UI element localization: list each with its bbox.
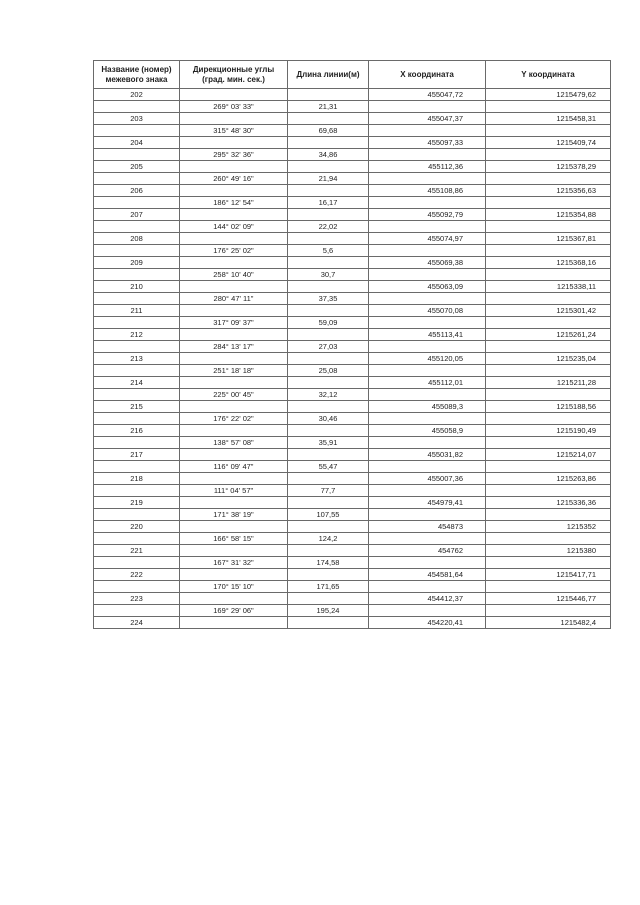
- line-length: 34,86: [288, 149, 369, 161]
- x-coordinate: 455089,3: [369, 401, 486, 413]
- empty-cell: [180, 617, 288, 629]
- point-name: 219: [94, 497, 180, 509]
- empty-cell: [486, 485, 611, 497]
- table-row: [94, 509, 611, 521]
- line-length: 171,65: [288, 581, 369, 593]
- y-coordinate: 1215354,88: [486, 209, 611, 221]
- empty-cell: [94, 341, 180, 353]
- y-coordinate: 1215352: [486, 521, 611, 533]
- x-coordinate: 454220,41: [369, 617, 486, 629]
- line-length: 37,35: [288, 293, 369, 305]
- table-header-row: [94, 61, 611, 89]
- header-angle: Дирекционные углы (град. мин. сек.): [180, 61, 288, 89]
- point-name: 217: [94, 449, 180, 461]
- line-length: 21,94: [288, 173, 369, 185]
- empty-cell: [180, 209, 288, 221]
- empty-cell: [180, 425, 288, 437]
- table-row: [94, 521, 611, 533]
- direction-angle: 167° 31' 32": [180, 557, 288, 569]
- x-coordinate: 454979,41: [369, 497, 486, 509]
- empty-cell: [369, 365, 486, 377]
- empty-cell: [288, 449, 369, 461]
- x-coordinate: 455113,41: [369, 329, 486, 341]
- direction-angle: 315° 48' 30": [180, 125, 288, 137]
- x-coordinate: 455031,82: [369, 449, 486, 461]
- empty-cell: [369, 197, 486, 209]
- empty-cell: [94, 269, 180, 281]
- empty-cell: [369, 125, 486, 137]
- empty-cell: [180, 545, 288, 557]
- empty-cell: [369, 269, 486, 281]
- table-row: [94, 605, 611, 617]
- y-coordinate: 1215482,4: [486, 617, 611, 629]
- x-coordinate: 454762: [369, 545, 486, 557]
- line-length: 16,17: [288, 197, 369, 209]
- empty-cell: [486, 413, 611, 425]
- table-row: [94, 425, 611, 437]
- y-coordinate: 1215378,29: [486, 161, 611, 173]
- empty-cell: [288, 545, 369, 557]
- empty-cell: [486, 245, 611, 257]
- empty-cell: [288, 353, 369, 365]
- direction-angle: 111° 04' 57": [180, 485, 288, 497]
- line-length: 195,24: [288, 605, 369, 617]
- empty-cell: [486, 581, 611, 593]
- empty-cell: [369, 317, 486, 329]
- empty-cell: [180, 89, 288, 101]
- header-length: Длина линии(м): [288, 61, 369, 89]
- empty-cell: [486, 557, 611, 569]
- empty-cell: [369, 221, 486, 233]
- direction-angle: 166° 58' 15": [180, 533, 288, 545]
- point-name: 210: [94, 281, 180, 293]
- empty-cell: [486, 389, 611, 401]
- point-name: 216: [94, 425, 180, 437]
- x-coordinate: 455070,08: [369, 305, 486, 317]
- y-coordinate: 1215356,63: [486, 185, 611, 197]
- x-coordinate: 455063,09: [369, 281, 486, 293]
- point-name: 205: [94, 161, 180, 173]
- empty-cell: [180, 305, 288, 317]
- x-coordinate: 455007,36: [369, 473, 486, 485]
- line-length: 30,7: [288, 269, 369, 281]
- table-row: [94, 113, 611, 125]
- empty-cell: [180, 497, 288, 509]
- x-coordinate: 455112,36: [369, 161, 486, 173]
- empty-cell: [94, 389, 180, 401]
- x-coordinate: 455108,86: [369, 185, 486, 197]
- point-name: 223: [94, 593, 180, 605]
- empty-cell: [369, 605, 486, 617]
- direction-angle: 170° 15' 10": [180, 581, 288, 593]
- x-coordinate: 455092,79: [369, 209, 486, 221]
- empty-cell: [369, 461, 486, 473]
- empty-cell: [369, 101, 486, 113]
- table-row: [94, 353, 611, 365]
- point-name: 208: [94, 233, 180, 245]
- direction-angle: 171° 38' 19": [180, 509, 288, 521]
- empty-cell: [94, 581, 180, 593]
- line-length: 32,12: [288, 389, 369, 401]
- point-name: 202: [94, 89, 180, 101]
- empty-cell: [94, 365, 180, 377]
- line-length: 25,08: [288, 365, 369, 377]
- empty-cell: [369, 149, 486, 161]
- x-coordinate: 455058,9: [369, 425, 486, 437]
- y-coordinate: 1215417,71: [486, 569, 611, 581]
- x-coordinate: 455120,05: [369, 353, 486, 365]
- table-row: [94, 341, 611, 353]
- table-row: [94, 125, 611, 137]
- table-row: [94, 161, 611, 173]
- empty-cell: [486, 317, 611, 329]
- line-length: 59,09: [288, 317, 369, 329]
- direction-angle: 186° 12' 54": [180, 197, 288, 209]
- empty-cell: [369, 341, 486, 353]
- empty-cell: [180, 113, 288, 125]
- table-row: [94, 101, 611, 113]
- empty-cell: [486, 221, 611, 233]
- direction-angle: 225° 00' 45": [180, 389, 288, 401]
- line-length: 69,68: [288, 125, 369, 137]
- empty-cell: [486, 149, 611, 161]
- empty-cell: [94, 245, 180, 257]
- empty-cell: [486, 437, 611, 449]
- table-row: [94, 533, 611, 545]
- point-name: 211: [94, 305, 180, 317]
- empty-cell: [94, 173, 180, 185]
- empty-cell: [486, 461, 611, 473]
- table-row: [94, 617, 611, 629]
- empty-cell: [288, 617, 369, 629]
- line-length: 30,46: [288, 413, 369, 425]
- empty-cell: [94, 533, 180, 545]
- empty-cell: [288, 89, 369, 101]
- empty-cell: [486, 125, 611, 137]
- table-row: [94, 557, 611, 569]
- table-row: [94, 317, 611, 329]
- coordinates-table: [93, 60, 611, 629]
- direction-angle: 138° 57' 08": [180, 437, 288, 449]
- table-row: [94, 209, 611, 221]
- table-row: [94, 149, 611, 161]
- header-name: Название (номер) межевого знака: [94, 61, 180, 89]
- empty-cell: [180, 161, 288, 173]
- table-row: [94, 413, 611, 425]
- direction-angle: 169° 29' 06": [180, 605, 288, 617]
- y-coordinate: 1215336,36: [486, 497, 611, 509]
- empty-cell: [288, 185, 369, 197]
- empty-cell: [288, 569, 369, 581]
- y-coordinate: 1215188,56: [486, 401, 611, 413]
- empty-cell: [180, 473, 288, 485]
- table-row: [94, 389, 611, 401]
- empty-cell: [94, 197, 180, 209]
- direction-angle: 116° 09' 47": [180, 461, 288, 473]
- empty-cell: [180, 521, 288, 533]
- empty-cell: [288, 233, 369, 245]
- empty-cell: [288, 281, 369, 293]
- table-row: [94, 485, 611, 497]
- empty-cell: [288, 329, 369, 341]
- table-row: [94, 137, 611, 149]
- empty-cell: [369, 293, 486, 305]
- table-row: [94, 569, 611, 581]
- direction-angle: 144° 02' 09": [180, 221, 288, 233]
- table-row: [94, 245, 611, 257]
- empty-cell: [369, 389, 486, 401]
- y-coordinate: 1215261,24: [486, 329, 611, 341]
- empty-cell: [486, 197, 611, 209]
- point-name: 212: [94, 329, 180, 341]
- empty-cell: [180, 257, 288, 269]
- empty-cell: [369, 413, 486, 425]
- empty-cell: [180, 185, 288, 197]
- empty-cell: [486, 533, 611, 545]
- point-name: 214: [94, 377, 180, 389]
- empty-cell: [369, 557, 486, 569]
- x-coordinate: 455112,01: [369, 377, 486, 389]
- table-row: [94, 281, 611, 293]
- table-row: [94, 293, 611, 305]
- direction-angle: 260° 49' 16": [180, 173, 288, 185]
- x-coordinate: 454873: [369, 521, 486, 533]
- table-row: [94, 221, 611, 233]
- direction-angle: 317° 09' 37": [180, 317, 288, 329]
- empty-cell: [288, 257, 369, 269]
- y-coordinate: 1215235,04: [486, 353, 611, 365]
- point-name: 215: [94, 401, 180, 413]
- empty-cell: [288, 305, 369, 317]
- x-coordinate: 454581,64: [369, 569, 486, 581]
- empty-cell: [180, 401, 288, 413]
- empty-cell: [94, 293, 180, 305]
- empty-cell: [288, 161, 369, 173]
- y-coordinate: 1215479,62: [486, 89, 611, 101]
- empty-cell: [94, 509, 180, 521]
- empty-cell: [94, 149, 180, 161]
- point-name: 218: [94, 473, 180, 485]
- empty-cell: [94, 605, 180, 617]
- y-coordinate: 1215380: [486, 545, 611, 557]
- empty-cell: [369, 581, 486, 593]
- empty-cell: [94, 221, 180, 233]
- table-row: [94, 329, 611, 341]
- y-coordinate: 1215458,31: [486, 113, 611, 125]
- table-row: [94, 233, 611, 245]
- header-y: Y координата: [486, 61, 611, 89]
- empty-cell: [288, 473, 369, 485]
- empty-cell: [180, 137, 288, 149]
- y-coordinate: 1215190,49: [486, 425, 611, 437]
- x-coordinate: 455047,37: [369, 113, 486, 125]
- x-coordinate: 455047,72: [369, 89, 486, 101]
- empty-cell: [180, 329, 288, 341]
- empty-cell: [288, 113, 369, 125]
- line-length: 55,47: [288, 461, 369, 473]
- x-coordinate: 455069,38: [369, 257, 486, 269]
- line-length: 21,31: [288, 101, 369, 113]
- direction-angle: 251° 18' 18": [180, 365, 288, 377]
- table-row: [94, 89, 611, 101]
- table-row: [94, 269, 611, 281]
- line-length: 77,7: [288, 485, 369, 497]
- empty-cell: [486, 173, 611, 185]
- table-row: [94, 173, 611, 185]
- empty-cell: [94, 461, 180, 473]
- direction-angle: 176° 22' 02": [180, 413, 288, 425]
- empty-cell: [94, 485, 180, 497]
- empty-cell: [180, 377, 288, 389]
- line-length: 5,6: [288, 245, 369, 257]
- point-name: 206: [94, 185, 180, 197]
- table-row: [94, 197, 611, 209]
- y-coordinate: 1215367,81: [486, 233, 611, 245]
- empty-cell: [180, 569, 288, 581]
- empty-cell: [369, 533, 486, 545]
- table-row: [94, 497, 611, 509]
- empty-cell: [180, 233, 288, 245]
- empty-cell: [288, 209, 369, 221]
- table-row: [94, 581, 611, 593]
- table-row: [94, 473, 611, 485]
- table-row: [94, 401, 611, 413]
- empty-cell: [94, 125, 180, 137]
- x-coordinate: 454412,37: [369, 593, 486, 605]
- y-coordinate: 1215301,42: [486, 305, 611, 317]
- empty-cell: [486, 365, 611, 377]
- empty-cell: [369, 173, 486, 185]
- point-name: 224: [94, 617, 180, 629]
- line-length: 22,02: [288, 221, 369, 233]
- empty-cell: [180, 449, 288, 461]
- line-length: 174,58: [288, 557, 369, 569]
- empty-cell: [180, 281, 288, 293]
- line-length: 124,2: [288, 533, 369, 545]
- empty-cell: [180, 593, 288, 605]
- table-row: [94, 545, 611, 557]
- empty-cell: [94, 413, 180, 425]
- empty-cell: [288, 521, 369, 533]
- line-length: 27,03: [288, 341, 369, 353]
- line-length: 35,91: [288, 437, 369, 449]
- y-coordinate: 1215214,07: [486, 449, 611, 461]
- direction-angle: 284° 13' 17": [180, 341, 288, 353]
- empty-cell: [288, 401, 369, 413]
- y-coordinate: 1215338,11: [486, 281, 611, 293]
- line-length: 107,55: [288, 509, 369, 521]
- empty-cell: [94, 437, 180, 449]
- y-coordinate: 1215409,74: [486, 137, 611, 149]
- header-x: X координата: [369, 61, 486, 89]
- table-body: [94, 89, 611, 629]
- empty-cell: [180, 353, 288, 365]
- point-name: 203: [94, 113, 180, 125]
- table-row: [94, 365, 611, 377]
- point-name: 207: [94, 209, 180, 221]
- direction-angle: 176° 25' 02": [180, 245, 288, 257]
- empty-cell: [288, 137, 369, 149]
- empty-cell: [94, 557, 180, 569]
- empty-cell: [94, 317, 180, 329]
- y-coordinate: 1215446,77: [486, 593, 611, 605]
- empty-cell: [94, 101, 180, 113]
- x-coordinate: 455074,97: [369, 233, 486, 245]
- direction-angle: 269° 03' 33": [180, 101, 288, 113]
- direction-angle: 258° 10' 40": [180, 269, 288, 281]
- empty-cell: [486, 605, 611, 617]
- table-row: [94, 185, 611, 197]
- empty-cell: [288, 377, 369, 389]
- table-row: [94, 593, 611, 605]
- table-row: [94, 449, 611, 461]
- table-row: [94, 437, 611, 449]
- empty-cell: [486, 101, 611, 113]
- empty-cell: [486, 269, 611, 281]
- y-coordinate: 1215211,28: [486, 377, 611, 389]
- empty-cell: [486, 341, 611, 353]
- empty-cell: [288, 593, 369, 605]
- point-name: 222: [94, 569, 180, 581]
- empty-cell: [486, 293, 611, 305]
- table-row: [94, 305, 611, 317]
- empty-cell: [369, 437, 486, 449]
- x-coordinate: 455097,33: [369, 137, 486, 149]
- empty-cell: [486, 509, 611, 521]
- point-name: 213: [94, 353, 180, 365]
- empty-cell: [369, 245, 486, 257]
- point-name: 209: [94, 257, 180, 269]
- table-row: [94, 461, 611, 473]
- table-row: [94, 257, 611, 269]
- empty-cell: [288, 497, 369, 509]
- point-name: 204: [94, 137, 180, 149]
- point-name: 220: [94, 521, 180, 533]
- empty-cell: [369, 509, 486, 521]
- y-coordinate: 1215368,16: [486, 257, 611, 269]
- empty-cell: [369, 485, 486, 497]
- direction-angle: 295° 32' 36": [180, 149, 288, 161]
- empty-cell: [288, 425, 369, 437]
- direction-angle: 280° 47' 11": [180, 293, 288, 305]
- table-row: [94, 377, 611, 389]
- point-name: 221: [94, 545, 180, 557]
- y-coordinate: 1215263,86: [486, 473, 611, 485]
